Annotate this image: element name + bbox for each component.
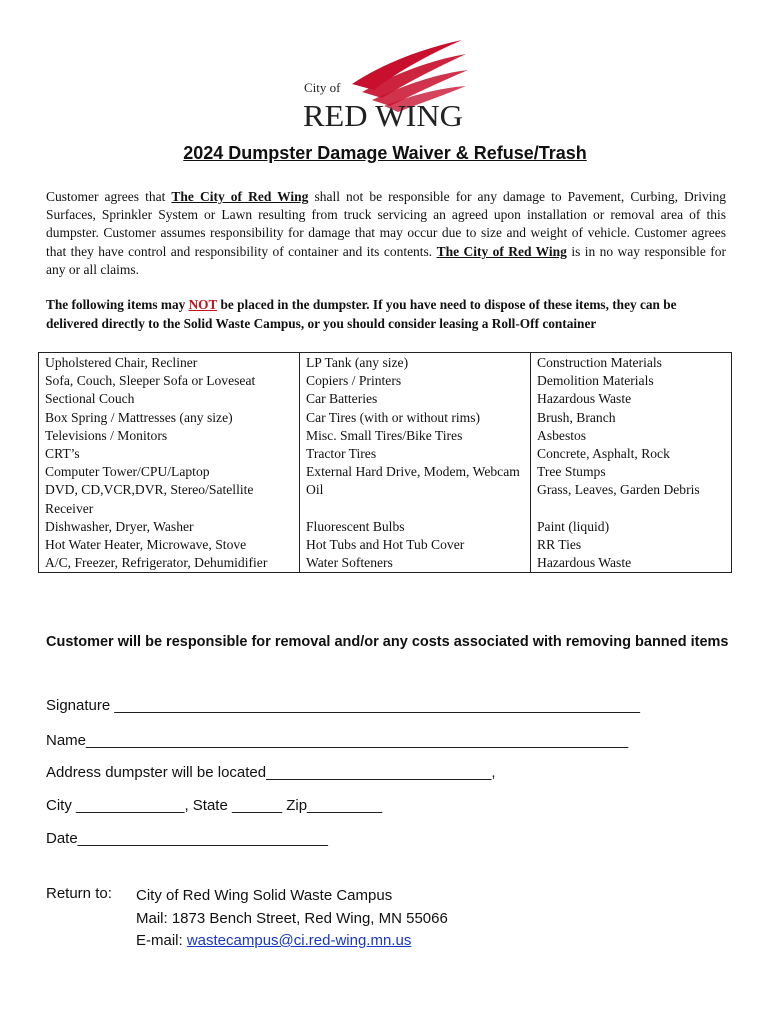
- notice-text-1: The following items may: [46, 297, 189, 312]
- table-row: [39, 481, 732, 517]
- logo-large-text: RED WING: [303, 98, 463, 132]
- return-mail-address: Mail: 1873 Bench Street, Red Wing, MN 55066: [136, 909, 448, 927]
- intro-paragraph: [46, 188, 726, 279]
- return-organization: City of Red Wing Solid Waste Campus: [136, 887, 393, 904]
- table-cell: Upholstered Chair, Recliner Sofa, Couch, Sleeper Sofa or Loveseat Sectional Couch Box Spring / Mattresses (any size) Televisions / Monitors CRT’s Computer Tower/CPU/Laptop: [39, 353, 300, 482]
- table-row: [39, 518, 732, 573]
- name-field[interactable]: Name_________________________________________________________________: [46, 732, 629, 749]
- page-title: 2024 Dumpster Damage Waiver & Refuse/Trash: [183, 143, 587, 163]
- table-cell: Grass, Leaves, Garden Debris: [531, 481, 732, 517]
- intro-city-name-2: The City of Red Wing: [436, 243, 567, 259]
- notice-text-2: be placed in the dumpster. If you have need to dispose of these items, they can be delivered directly to the Solid Waste Campus, or you should consider leasing a Roll-Off container: [46, 297, 677, 331]
- intro-city-name-1: The City of Red Wing: [171, 189, 309, 204]
- prohibited-items-notice: [46, 296, 732, 333]
- table-cell: Dishwasher, Dryer, Washer Hot Water Heater, Microwave, Stove A/C, Freezer, Refrigerator, Dehumidifier: [39, 518, 300, 573]
- city-state-zip-field[interactable]: City _____________, State ______ Zip_________: [46, 797, 383, 814]
- prohibited-items-table: [38, 352, 732, 573]
- return-email-line: [136, 930, 448, 953]
- date-field[interactable]: Date______________________________: [46, 830, 328, 847]
- email-link[interactable]: wastecampus@ci.red-wing.mn.us: [186, 932, 412, 949]
- table-cell: Fluorescent Bulbs Hot Tubs and Hot Tub Cover Water Softeners: [300, 518, 531, 573]
- signature-field[interactable]: Signature _______________________________________________________________: [46, 697, 640, 714]
- notice-not-emphasis: NOT: [188, 297, 218, 312]
- intro-text-1: Customer agrees that: [46, 189, 172, 204]
- table-cell: Oil: [300, 481, 531, 517]
- table-cell: DVD, CD,VCR,DVR, Stereo/Satellite Receiver: [39, 481, 300, 517]
- table-row: [39, 353, 732, 482]
- table-cell: LP Tank (any size) Copiers / Printers Car Batteries Car Tires (with or without rims) Misc. Small Tires/Bike Tires Tractor Tires External Hard Drive, Modem, Webcam: [300, 353, 531, 482]
- city-of-red-wing-logo: [290, 40, 480, 132]
- address-field[interactable]: Address dumpster will be located___________________________,: [46, 764, 496, 781]
- logo-small-text: City of: [304, 80, 341, 95]
- table-cell: Construction Materials Demolition Materials Hazardous Waste Brush, Branch Asbestos Concrete, Asphalt, Rock Tree Stumps: [531, 353, 732, 482]
- intro-text-3: is in no way responsible for any or all claims.: [46, 243, 726, 277]
- table-cell: Paint (liquid) RR Ties Hazardous Waste: [531, 518, 732, 573]
- return-to-label: Return to:: [46, 885, 112, 902]
- return-address-block: [136, 885, 448, 953]
- email-label: E-mail:: [136, 932, 187, 949]
- intro-text-2: shall not be responsible for any damage to Pavement, Curbing, Driving Surfaces, Sprinkler System or Lawn resulting from truck servicing an agreed upon installation or removal area of this dumpster. Customer assumes responsibility for damage that may occur due to size and weight of vehicle. Customer agrees that they have control and responsibility of container and its contents.: [46, 189, 727, 259]
- responsibility-statement: Customer will be responsible for removal and/or any costs associated with removing banned items: [46, 634, 729, 650]
